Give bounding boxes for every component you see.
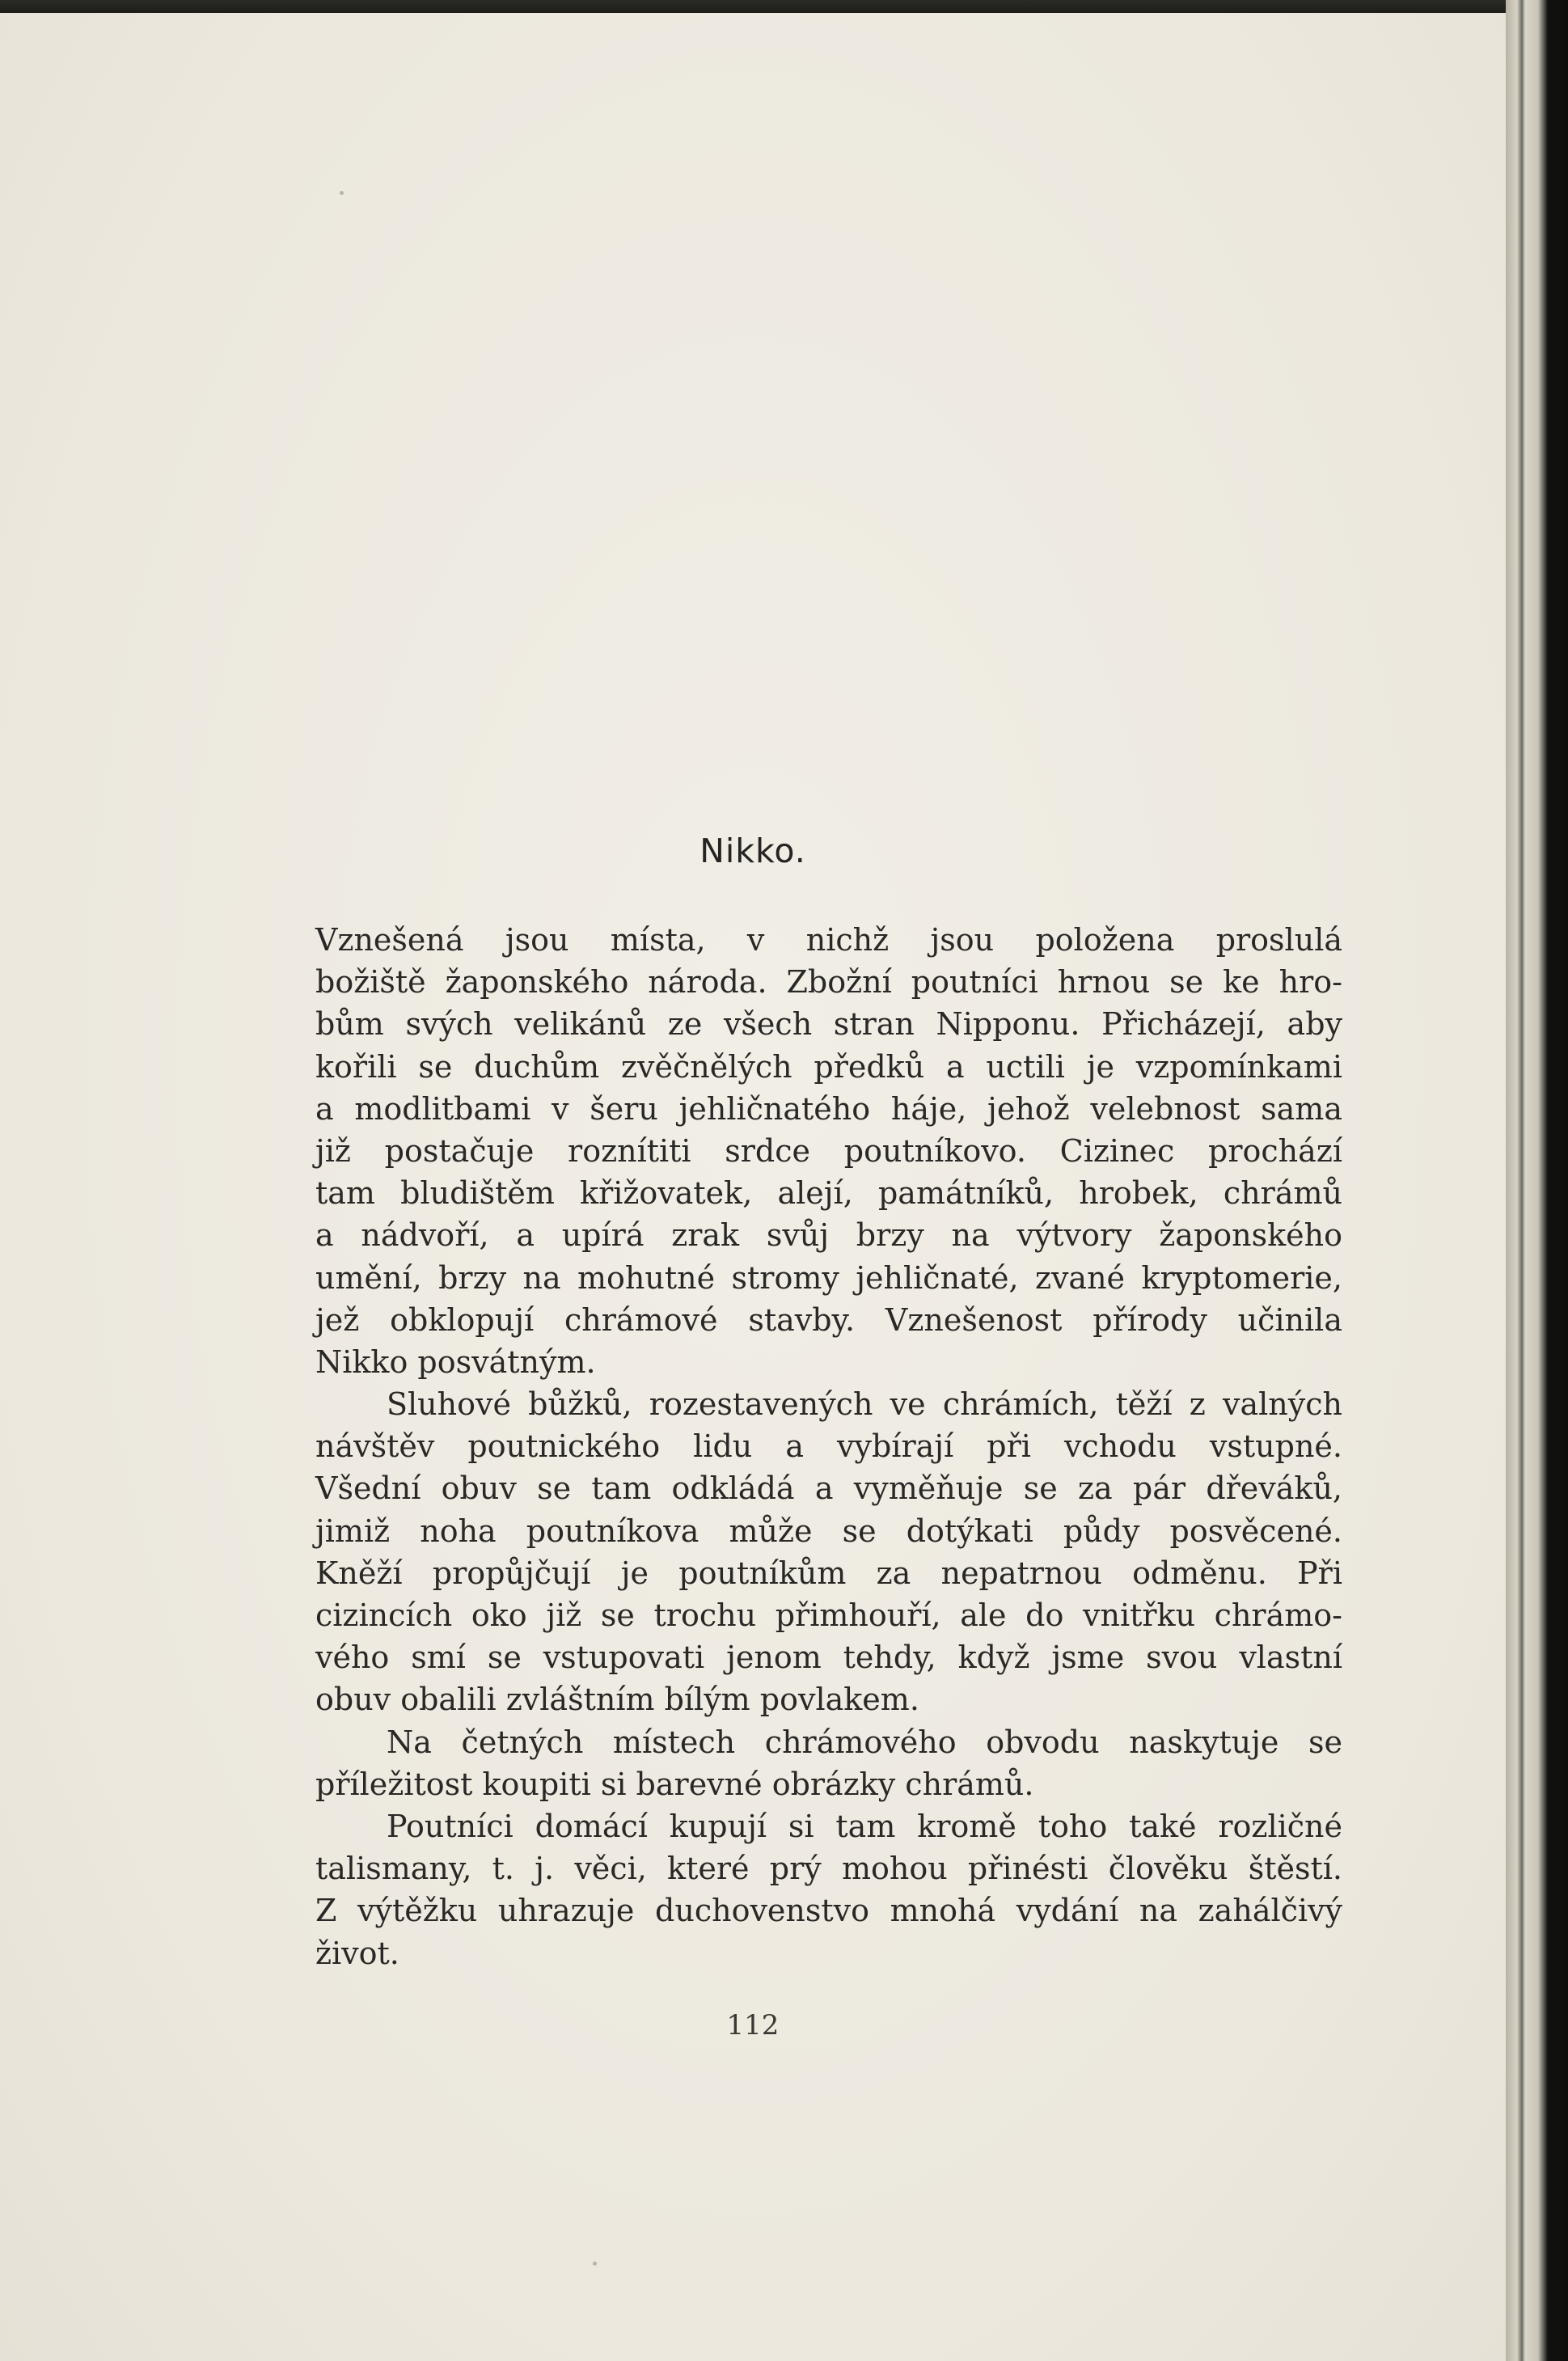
text-line: Vznešená jsou místa, v nichž jsou položena proslulá — [315, 922, 1342, 958]
text-line: kořili se duchům zvěčnělých předků a uctili je vzpomínkami — [315, 1048, 1342, 1085]
text-line: Všední obuv se tam odkládá a vyměňuje se za pár dřeváků, — [315, 1470, 1342, 1507]
text-line: obuv obalili zvláštním bílým povlakem. — [315, 1682, 919, 1718]
book-spine-edge — [1506, 0, 1568, 2361]
text-line: a modlitbami v šeru jehličnatého háje, jehož velebnost sama — [315, 1090, 1342, 1127]
text-line: Kněží propůjčují je poutníkům za nepatrnou odměnu. Při — [315, 1555, 1342, 1591]
text-line: tam bludištěm křižovatek, alejí, památníků, hrobek, chrámů — [315, 1175, 1342, 1212]
text-line: příležitost koupiti si barevné obrázky chrámů. — [315, 1766, 1034, 1802]
paper-fleck — [340, 191, 344, 195]
text-line: a nádvoří, a upírá zrak svůj brzy na výtvory žaponského — [315, 1217, 1342, 1254]
text-line: cizincích oko již se trochu přimhouří, ale do vnitřku chrámo- — [315, 1597, 1342, 1633]
text-line: božiště žaponského národa. Zbožní poutníci hrnou se ke hro- — [315, 964, 1342, 1001]
text-line: bům svých velikánů ze všech stran Nipponu. Přicházejí, aby — [315, 1006, 1342, 1043]
text-line: umění, brzy na mohutné stromy jehličnaté, zvané kryptomerie, — [315, 1259, 1342, 1296]
text-line: jimiž noha poutníkova může se dotýkati půdy posvěcené. — [315, 1513, 1342, 1549]
text-line: Poutníci domácí kupují si tam kromě toho také rozličné — [387, 1808, 1342, 1844]
text-line: život. — [315, 1935, 399, 1971]
text-line: talismany, t. j. věci, které prý mohou přinésti člověku štěstí. — [315, 1851, 1342, 1887]
chapter-title: Nikko. — [699, 831, 806, 870]
paper-fleck — [593, 2262, 597, 2266]
text-line: Nikko posvátným. — [315, 1343, 596, 1380]
text-line: již postačuje roznítiti srdce poutníkovo. Cizinec prochází — [315, 1132, 1342, 1169]
text-line: jež obklopují chrámové stavby. Vznešenost přírody učinila — [315, 1301, 1342, 1338]
text-line: Na četných místech chrámového obvodu naskytuje se — [387, 1724, 1342, 1760]
text-line: Sluhové bůžků, rozestavených ve chrámích, těží z valných — [387, 1386, 1342, 1423]
text-line: vého smí se vstupovati jenom tehdy, když jsme svou vlastní — [315, 1640, 1342, 1676]
page-top-edge — [0, 0, 1568, 13]
body-text — [315, 919, 1342, 1974]
text-line: Z výtěžku uhrazuje duchovenstvo mnohá vydání na zahálčivý — [315, 1893, 1342, 1929]
page-number: 112 — [726, 2009, 780, 2042]
text-line: návštěv poutnického lidu a vybírají při vchodu vstupné. — [315, 1428, 1342, 1465]
